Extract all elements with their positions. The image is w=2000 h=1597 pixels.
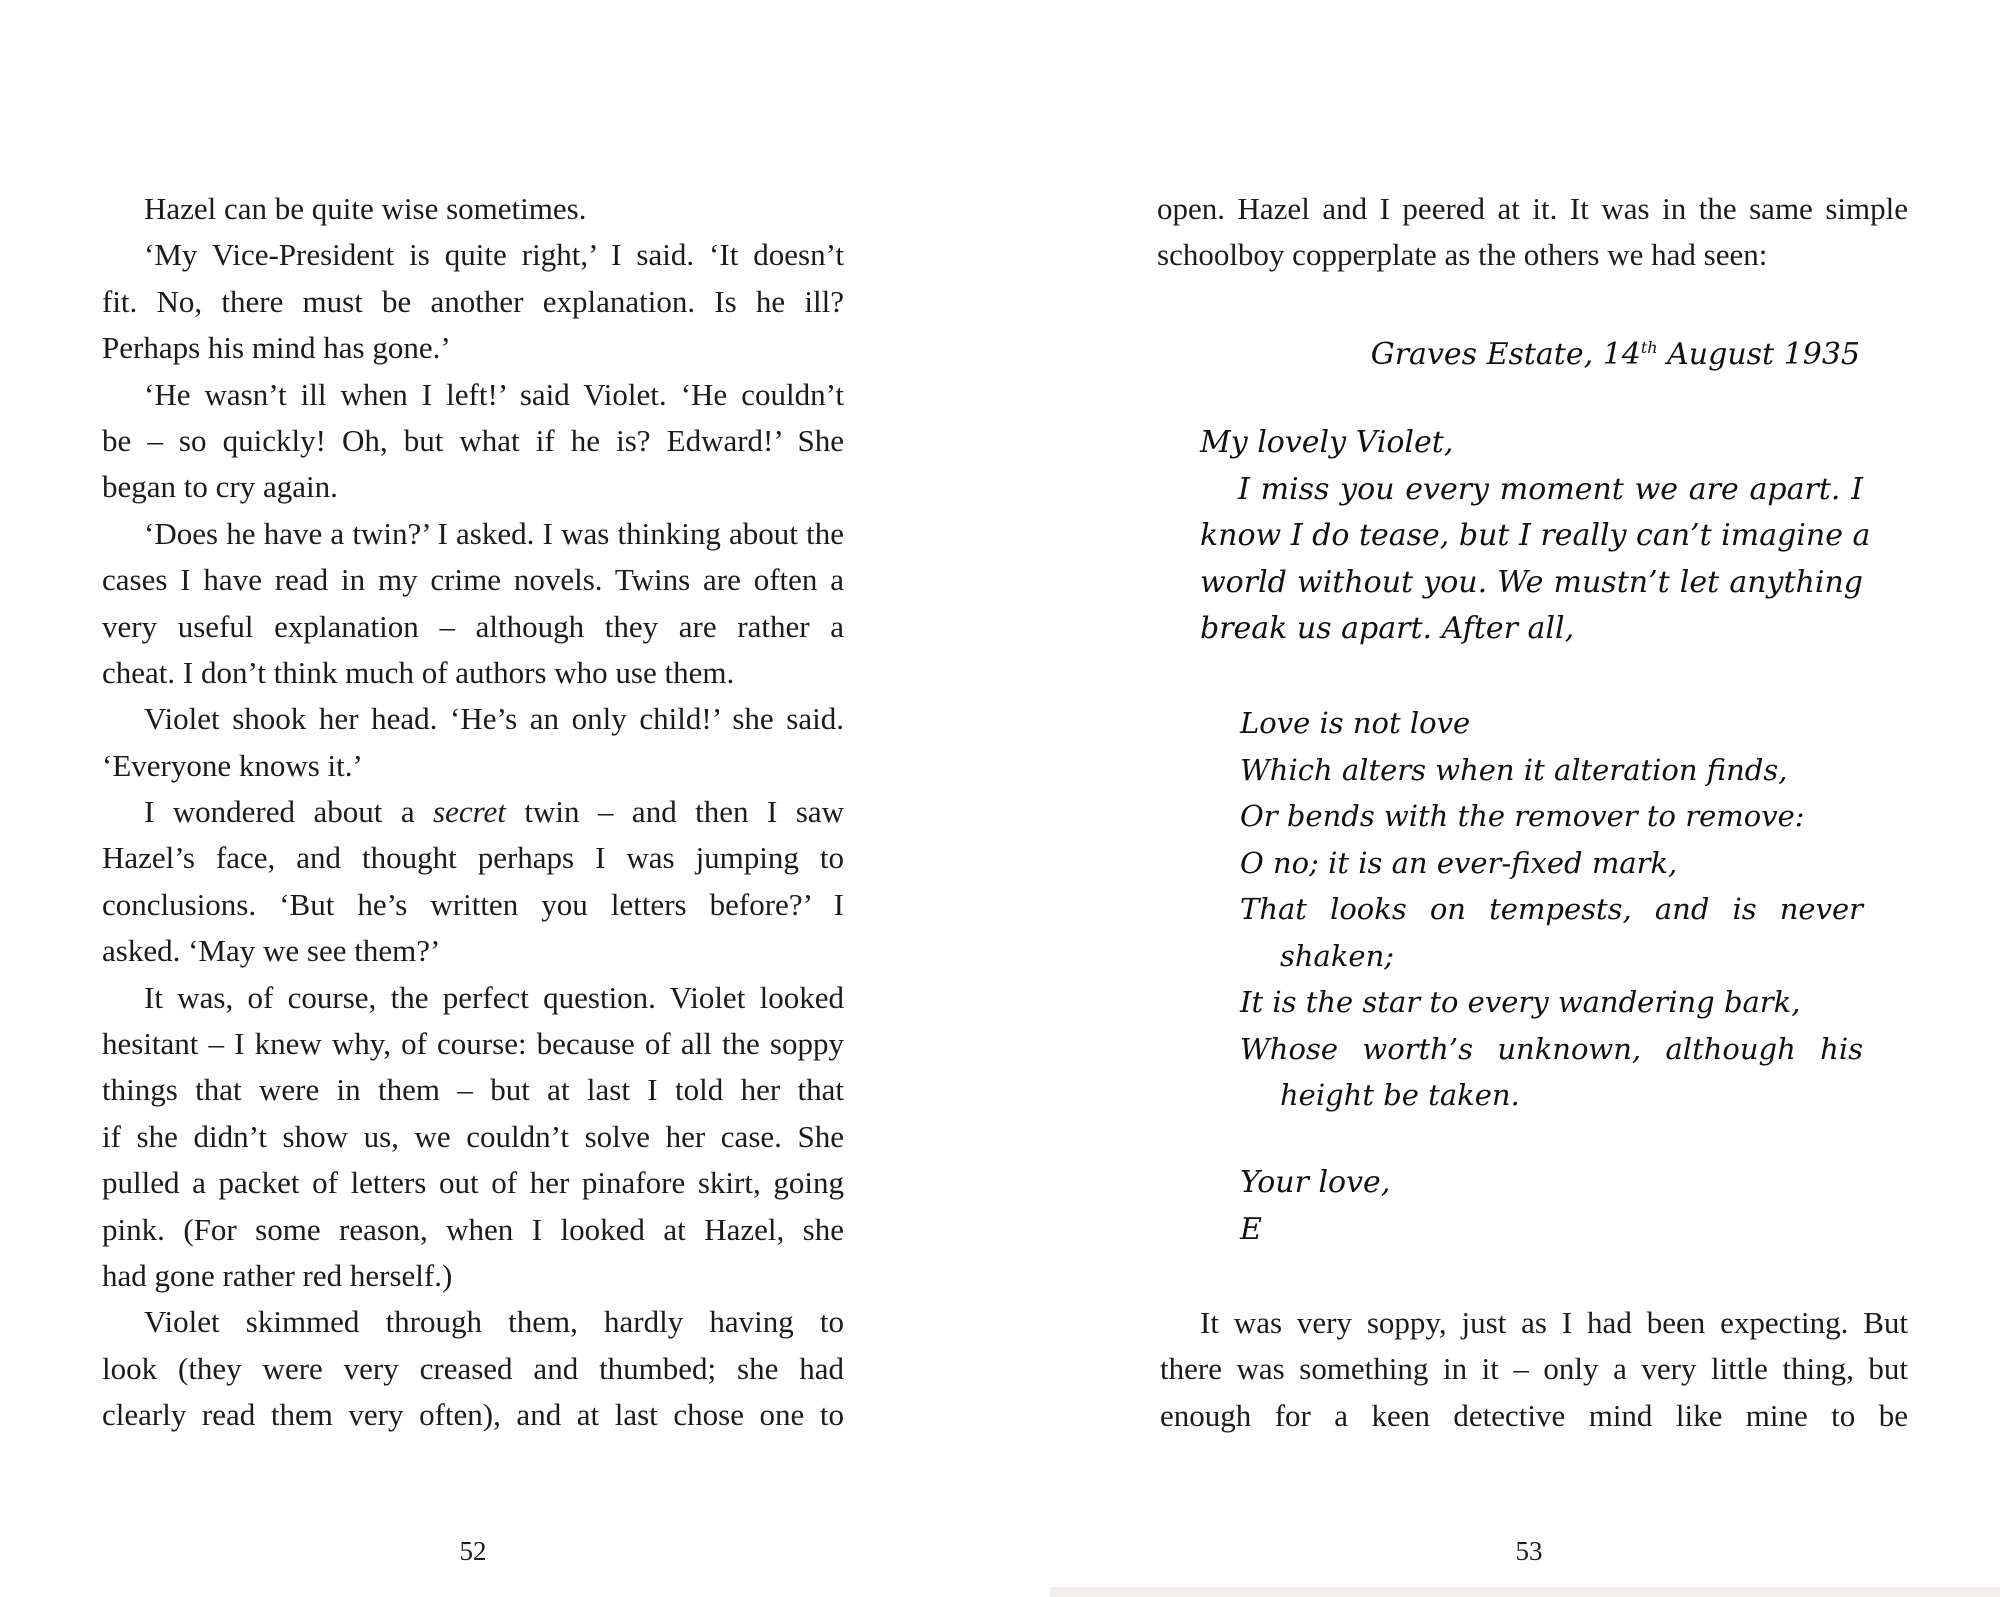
text-line: schoolboy copperplate as the others we had seen: bbox=[1157, 237, 1768, 273]
poem-line: That looks on tempests, and is never bbox=[1240, 892, 1863, 926]
text-line: look (they were very creased and thumbed; she had bbox=[102, 1350, 844, 1386]
page-edge-shade bbox=[1050, 1587, 2000, 1597]
poem-line: shaken; bbox=[1280, 938, 1395, 973]
text-line: asked. ‘May we see them?’ bbox=[102, 933, 441, 969]
letter-body bbox=[1200, 420, 1871, 653]
text-line: ‘He wasn’t ill when I left!’ said Violet. ‘He couldn’t bbox=[144, 376, 844, 412]
text-line: pink. (For some reason, when I looked at Hazel, she bbox=[102, 1211, 844, 1247]
letter-date-rest: August 1935 bbox=[1657, 337, 1860, 372]
page-number-right: 53 bbox=[1515, 1536, 1543, 1566]
poem-line: Whose worth’s unknown, although his bbox=[1240, 1031, 1863, 1066]
text-line: ‘My Vice-President is quite right,’ I said. ‘It doesn’t bbox=[144, 237, 844, 273]
text-line: there was something in it – only a very little thing, but bbox=[1160, 1351, 1908, 1387]
letter-line: know I do tease, but I really can’t imagine a bbox=[1200, 518, 1871, 553]
text-line: pulled a packet of letters out of her pinafore skirt, going bbox=[102, 1165, 844, 1201]
letter-date-place: Graves Estate, 14 bbox=[1370, 337, 1641, 372]
letter-date-ordinal: th bbox=[1640, 338, 1658, 357]
page-number-left: 52 bbox=[459, 1536, 487, 1566]
left-page-text bbox=[102, 186, 844, 1439]
poem-line: height be taken. bbox=[1280, 1078, 1520, 1112]
text-line: Perhaps his mind has gone.’ bbox=[102, 330, 451, 366]
text-line: Hazel can be quite wise sometimes. bbox=[144, 191, 587, 226]
text-line: had gone rather red herself.) bbox=[102, 1257, 453, 1293]
poem-line: Or bends with the remover to remove: bbox=[1240, 799, 1805, 833]
text-line: Violet shook her head. ‘He’s an only child!’ she said. bbox=[144, 701, 844, 737]
text-line: conclusions. ‘But he’s written you letters before?’ I bbox=[102, 886, 844, 922]
text-line: be – so quickly! Oh, but what if he is? Edward!’ She bbox=[102, 422, 844, 458]
text-line: hesitant – I knew why, of course: because of all the soppy bbox=[102, 1026, 844, 1062]
text-line: ‘Does he have a twin?’ I asked. I was thinking about the bbox=[144, 515, 844, 551]
text-line: enough for a keen detective mind like mine to be bbox=[1160, 1397, 1908, 1433]
text-line: if she didn’t show us, we couldn’t solve her case. She bbox=[102, 1118, 844, 1154]
text-line: fit. No, there must be another explanation. Is he ill? bbox=[102, 283, 844, 319]
letter-poem bbox=[1240, 700, 1863, 1119]
text-line: clearly read them very often), and at last chose one to bbox=[102, 1397, 844, 1433]
text-line: Violet skimmed through them, hardly having to bbox=[144, 1304, 844, 1340]
emphasis-secret: secret bbox=[433, 794, 506, 830]
poem-line: Love is not love bbox=[1240, 706, 1471, 740]
letter-line: break us apart. After all, bbox=[1200, 611, 1575, 646]
letter-salutation: My lovely Violet, bbox=[1200, 425, 1454, 460]
text-line: very useful explanation – although they are rather a bbox=[102, 608, 844, 644]
letter-line: I miss you every moment we are apart. I bbox=[1238, 471, 1863, 507]
poem-line: Which alters when it alteration finds, bbox=[1240, 752, 1788, 787]
right-page-after-letter bbox=[1160, 1300, 1908, 1439]
letter-signature: E bbox=[1240, 1211, 1262, 1247]
right-page bbox=[1000, 0, 2000, 1597]
letter-date bbox=[1371, 328, 1860, 375]
text-line: It was very soppy, just as I had been expecting. But bbox=[1200, 1305, 1908, 1340]
text-line: cheat. I don’t think much of authors who use them. bbox=[102, 654, 735, 690]
letter-closing: Your love, bbox=[1240, 1165, 1391, 1200]
letter-signoff bbox=[1240, 1160, 1390, 1253]
text-line: open. Hazel and I peered at it. It was in the same simple bbox=[1157, 191, 1908, 226]
text-line: things that were in them – but at last I told her that bbox=[102, 1072, 844, 1108]
poem-line: O no; it is an ever-fixed mark, bbox=[1240, 845, 1678, 880]
right-page-intro bbox=[1157, 186, 1908, 279]
poem-line: It is the star to every wandering bark, bbox=[1240, 985, 1801, 1019]
letter-line: world without you. We mustn’t let anything bbox=[1200, 564, 1863, 600]
text-line-secret: I wondered about a secret twin – and then I saw bbox=[144, 794, 844, 830]
text-line: It was, of course, the perfect question. Violet looked bbox=[144, 979, 844, 1015]
text-line: Hazel’s face, and thought perhaps I was jumping to bbox=[102, 840, 844, 876]
text-line: began to cry again. bbox=[102, 469, 338, 505]
text-line: cases I have read in my crime novels. Twins are often a bbox=[102, 562, 844, 598]
text-line: ‘Everyone knows it.’ bbox=[102, 747, 363, 783]
